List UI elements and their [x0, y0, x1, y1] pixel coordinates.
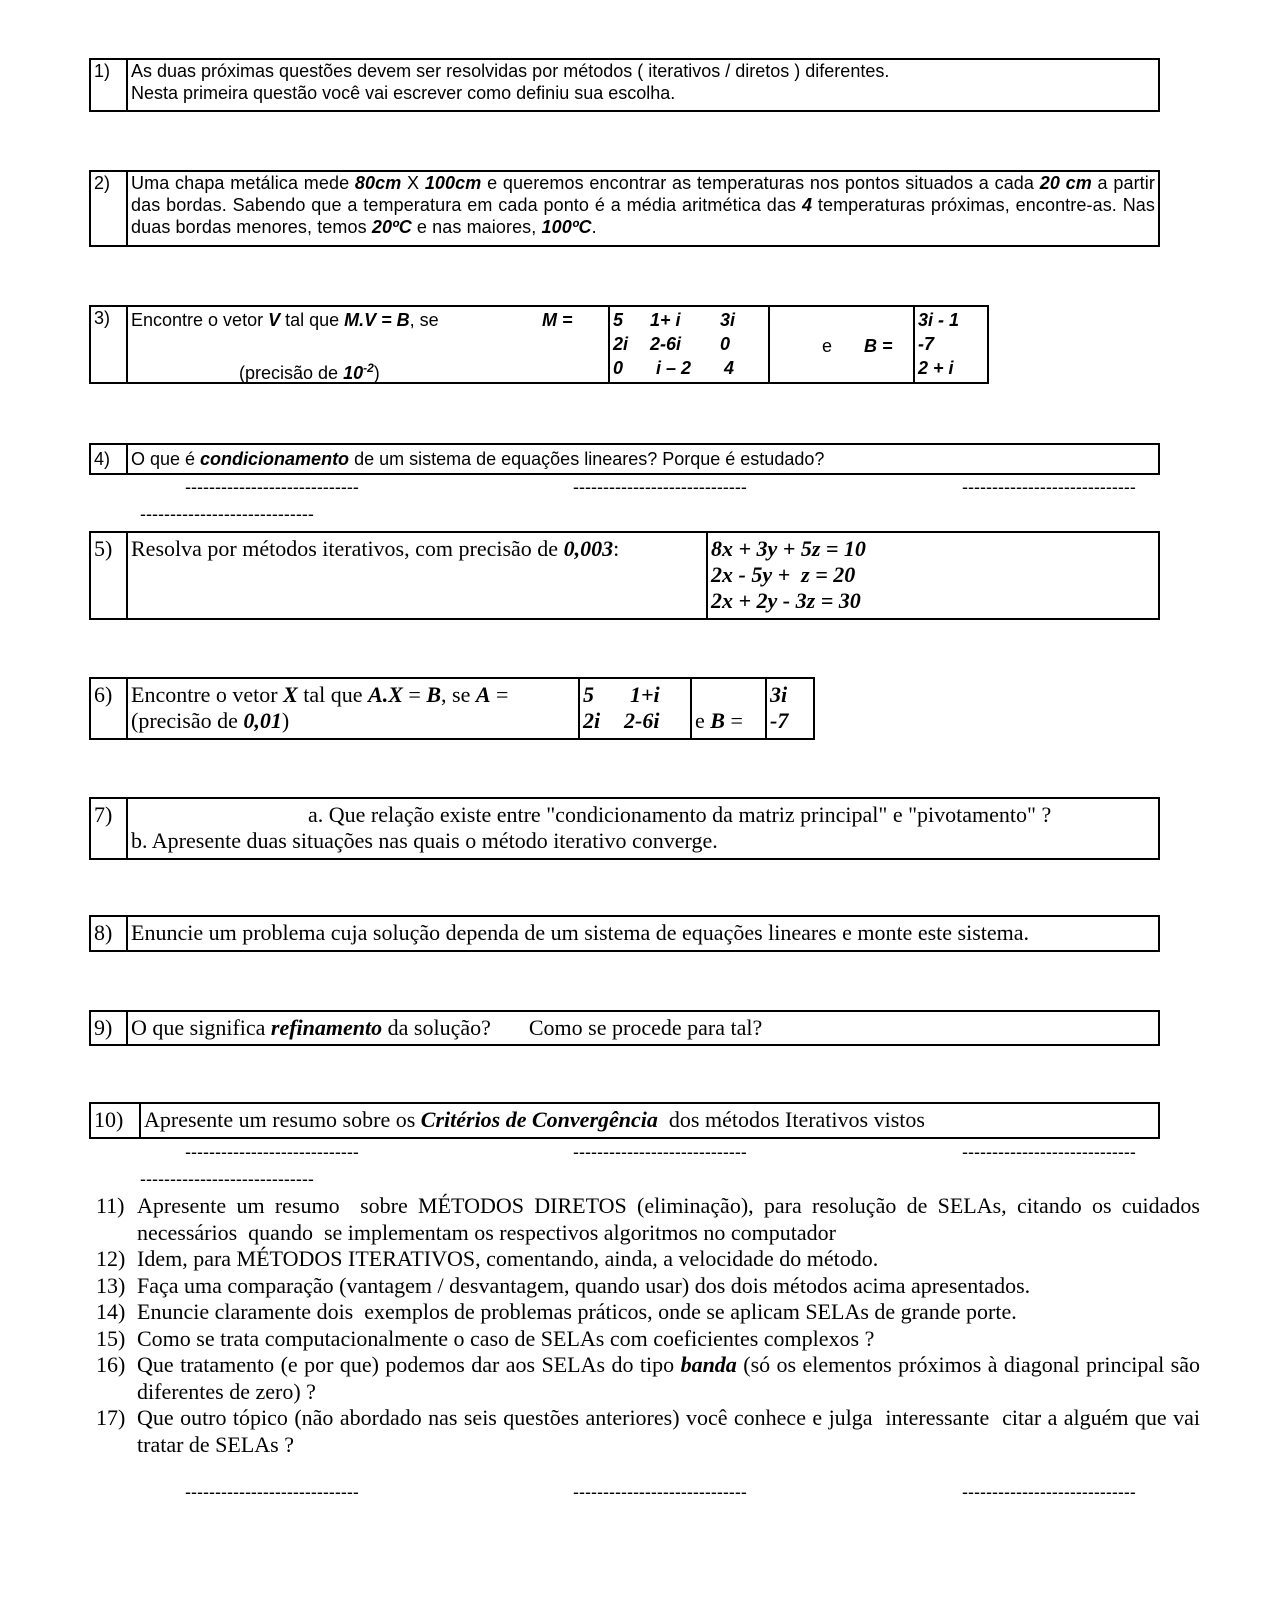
equation: 2x + 2y - 3z = 30: [711, 588, 861, 613]
separator: -----------------------------: [185, 477, 359, 497]
matrix-m: 5 1+ i 3i 2i 2-6i 0 0 i – 2 4: [608, 307, 768, 382]
vector-b-label: B =: [864, 336, 893, 356]
list-item: 16) Que tratamento (e por que) podemos dar aos SELAs do tipo banda (só os elementos próximos à diagonal principal são diferentes de zero) ?: [96, 1352, 1201, 1404]
question-number: 1): [91, 60, 128, 110]
question-1: [89, 58, 1160, 112]
question-4: [89, 443, 1160, 475]
separator: -----------------------------: [185, 1482, 359, 1502]
separator: -----------------------------: [962, 1482, 1136, 1502]
separator: -----------------------------: [140, 504, 314, 524]
vector-b: 3i -7: [765, 679, 813, 738]
question-number: 3): [91, 307, 128, 382]
question-3-text: Encontre o vetor V tal que M.V = B, se: [131, 310, 439, 330]
question-number: 10): [91, 1104, 141, 1137]
precision-note: (precisão de $10^{-2}$): [239, 361, 380, 383]
separator: -----------------------------: [573, 477, 747, 497]
question-9: [89, 1010, 1160, 1046]
question-5-text: Resolva por métodos iterativos, com precisão de 0,003:: [131, 536, 620, 561]
matrix-m-label: M =: [542, 310, 573, 330]
matrix-a: 5 1+i 2i 2-6i: [578, 679, 690, 738]
question-8-text: Enuncie um problema cuja solução dependa de um sistema de equações lineares e monte este sistema.: [131, 920, 1030, 945]
question-7: [89, 797, 1160, 860]
separator: -----------------------------: [962, 1142, 1136, 1162]
question-number: 5): [91, 533, 128, 618]
question-number: 4): [91, 445, 128, 473]
list-item: 15) Como se trata computacionalmente o caso de SELAs com coeficientes complexos ?: [96, 1325, 875, 1351]
separator: -----------------------------: [140, 1169, 314, 1189]
list-item: 12) Idem, para MÉTODOS ITERATIVOS, comentando, ainda, a velocidade do método.: [96, 1246, 879, 1271]
question-number: 2): [91, 172, 128, 245]
question-10-text: Apresente um resumo sobre os Critérios de Convergência dos métodos Iterativos vistos: [144, 1107, 925, 1132]
separator: -----------------------------: [185, 1142, 359, 1162]
question-1-line-2: Nesta primeira questão você vai escrever como definiu sua escolha.: [131, 83, 676, 103]
separator: -----------------------------: [573, 1142, 747, 1162]
question-6: [89, 677, 815, 740]
question-2-text: Uma chapa metálica mede 80cm X 100cm e queremos encontrar as temperaturas nos pontos situados a cada 20 cm a partir das bordas. Sabendo que a temperatura em cada ponto é a média aritmética das 4 temperaturas próximas, encontre-as. Nas duas bordas menores, temos 20ºC e nas maiores, 100ºC.: [131, 173, 1156, 237]
question-3: [89, 305, 989, 384]
question-4-text: O que é condicionamento de um sistema de equações lineares? Porque é estudado?: [131, 449, 825, 469]
equation-system: [706, 533, 1158, 618]
separator: -----------------------------: [962, 477, 1136, 497]
question-number: 9): [91, 1012, 128, 1044]
and-label: e: [822, 336, 833, 356]
question-9-text: O que significa refinamento da solução? Como se procede para tal?: [131, 1015, 763, 1040]
list-item: 17) Que outro tópico (não abordado nas seis questões anteriores) você conhece e julga interessante citar a alguém que vai tratar de SELAs ?: [96, 1405, 1206, 1457]
equation: 2x - 5y + z = 20: [711, 562, 856, 587]
vector-b-label: e B =: [690, 679, 765, 738]
question-number: 7): [91, 799, 128, 858]
question-2: [89, 170, 1160, 247]
vector-b: 3i - 1 -7 2 + i: [913, 307, 987, 382]
question-6-text: Encontre o vetor X tal que A.X = B, se A = (precisão de 0,01): [131, 682, 509, 733]
question-7-part-a: a. Que relação existe entre "condicionamento da matriz principal" e "pivotamento" ?: [308, 802, 1052, 827]
separator: -----------------------------: [573, 1482, 747, 1502]
question-7-part-b: b. Apresente duas situações nas quais o método iterativo converge.: [131, 828, 718, 853]
question-list: [96, 1193, 1206, 1458]
question-number: 6): [91, 679, 128, 738]
question-1-line-1: As duas próximas questões devem ser resolvidas por métodos ( iterativos / diretos ) diferentes.: [131, 61, 890, 81]
equation: 8x + 3y + 5z = 10: [711, 536, 866, 561]
question-5: [89, 531, 1160, 620]
question-10: [89, 1102, 1160, 1139]
list-item: 14) Enuncie claramente dois exemplos de problemas práticos, onde se aplicam SELAs de grande porte.: [96, 1299, 1017, 1324]
list-item: 11) Apresente um resumo sobre MÉTODOS DIRETOS (eliminação), para resolução de SELAs, citando os cuidados necessários quando se implementam os respectivos algoritmos no computador: [96, 1193, 1206, 1245]
question-8: [89, 915, 1160, 952]
list-item: 13) Faça uma comparação (vantagem / desvantagem, quando usar) dos dois métodos acima apresentados.: [96, 1272, 1031, 1298]
question-number: 8): [91, 917, 128, 950]
